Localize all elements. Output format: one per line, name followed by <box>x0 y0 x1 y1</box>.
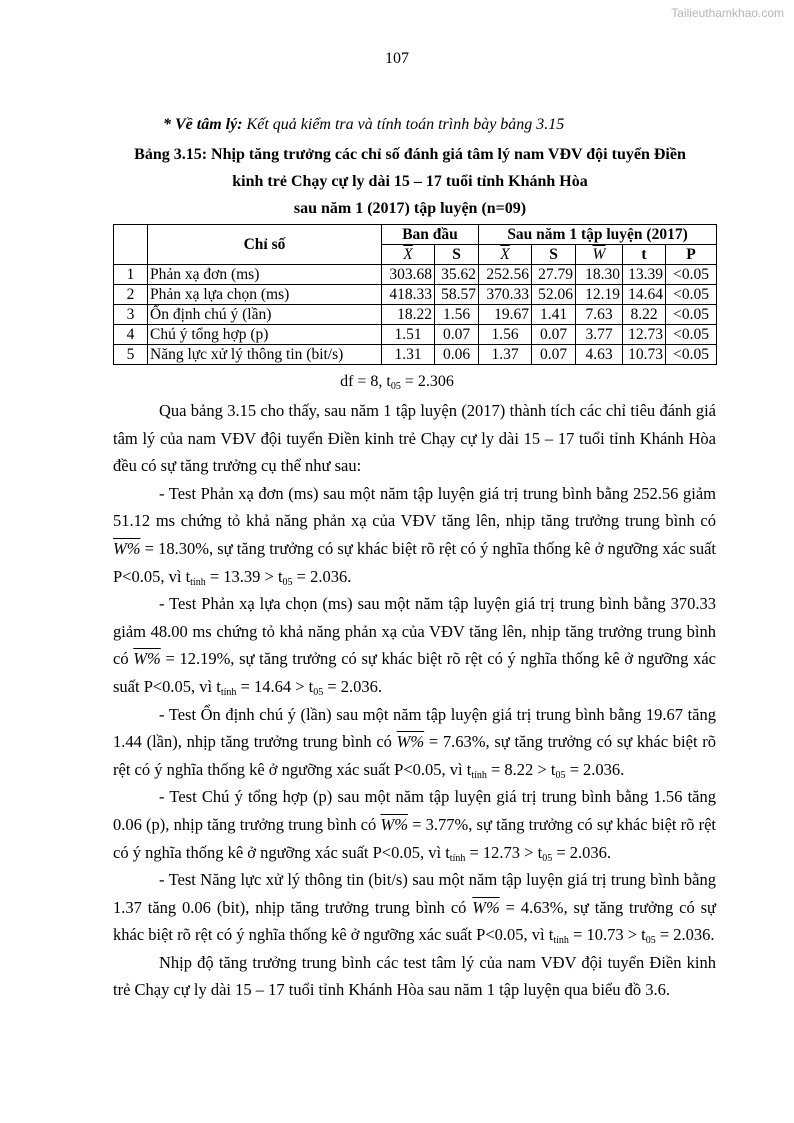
cell-x0: 418.33 <box>382 285 435 305</box>
results-table <box>113 224 717 365</box>
cell-w: 18.30 <box>576 265 623 285</box>
table-row <box>114 345 717 365</box>
cell-no: 5 <box>114 345 148 365</box>
cell-x1: 370.33 <box>479 285 532 305</box>
cell-no: 3 <box>114 305 148 325</box>
body-text <box>113 397 716 1004</box>
section-text: Kết quả kiểm tra và tính toán trình bày bảng 3.15 <box>242 116 565 133</box>
cell-p: <0.05 <box>666 345 717 365</box>
cell-x0: 303.68 <box>382 265 435 285</box>
list-item: - Test Chú ý tổng hợp (p) sau một năm tập luyện giá trị trung bình bằng 1.56 tăng 0.06 (p), nhịp tăng trưởng trung bình có $\overline{W}\% = 3.77\%$, sự tăng trưởng có sự khác biệt rõ rệt có ý nghĩa thống kê ở ngưỡng xác suất P<0.05, vì $t_{tính} = 12.73 > t_{05} = 2.036$. <box>113 787 716 864</box>
cell-s0: 1.56 <box>435 305 479 325</box>
cell-w: 4.63 <box>576 345 623 365</box>
table-row <box>114 325 717 345</box>
table-row <box>114 305 717 325</box>
cell-t: 12.73 <box>623 325 666 345</box>
intro-paragraph: Qua bảng 3.15 cho thấy, sau năm 1 tập luyện (2017) thành tích các chỉ tiêu đánh giá tâm lý của nam VĐV đội tuyển Điền kinh trẻ Chạy cự ly dài 15 – 17 tuổi tỉnh Khánh Hòa đều có sự tăng trưởng cụ thể như sau: <box>113 401 716 476</box>
cell-t: 8.22 <box>623 305 666 325</box>
header-t: t <box>623 245 666 265</box>
table-caption-line-3: sau năm 1 (2017) tập luyện (n=09) <box>293 200 527 217</box>
header-xbar-after: $\overline{X}$ <box>479 245 532 265</box>
cell-s1: 0.07 <box>532 345 576 365</box>
cell-s1: 27.79 <box>532 265 576 285</box>
header-p: P <box>666 245 717 265</box>
cell-t: 14.64 <box>623 285 666 305</box>
cell-x1: 1.37 <box>479 345 532 365</box>
cell-indicator: Chú ý tổng hợp (p) <box>148 325 382 345</box>
table-caption-line-2: kinh trẻ Chạy cự ly dài 15 – 17 tuổi tỉnh Khánh Hòa <box>232 173 588 190</box>
header-s-after: S <box>532 245 576 265</box>
cell-w: 3.77 <box>576 325 623 345</box>
table-caption-line-1: Bảng 3.15: Nhịp tăng trưởng các chỉ số đánh giá tâm lý nam VĐV đội tuyển Điền <box>134 146 686 163</box>
conclusion-paragraph: Nhịp độ tăng trưởng trung bình các test tâm lý của nam VĐV đội tuyển Điền kinh trẻ Chạy cự ly dài 15 – 17 tuổi tỉnh Khánh Hòa sau năm 1 tập luyện qua biểu đồ 3.6. <box>113 952 716 1000</box>
cell-s1: 1.41 <box>532 305 576 325</box>
cell-x1: 19.67 <box>479 305 532 325</box>
list-item: - Test Phản xạ lựa chọn (ms) sau một năm tập luyện giá trị trung bình bằng 370.33 giảm 48.00 ms chứng tỏ khả năng phản xạ của VĐV tăng lên, nhịp tăng trưởng trung bình có $\overline{W}\% = 12.19\%$, sự tăng trưởng có sự khác biệt rõ rệt có ý nghĩa thống kê ở ngưỡng xác suất P<0.05, vì $t_{tính} = 14.64 > t_{05} = 2.036$. <box>113 594 716 698</box>
cell-p: <0.05 <box>666 325 717 345</box>
cell-p: <0.05 <box>666 305 717 325</box>
list-item: - Test Phản xạ đơn (ms) sau một năm tập luyện giá trị trung bình bằng 252.56 giảm 51.12 ms chứng tỏ khả năng phản xạ của VĐV tăng lên, nhịp tăng trưởng trung bình có $\overline{W}\% = 18.30\%$, sự tăng trưởng có sự khác biệt rõ rệt có ý nghĩa thống kê ở ngưỡng xác suất P<0.05, vì $t_{tính} = 13.39 > t_{05} = 2.036$. <box>113 483 716 588</box>
header-xbar-baseline: $\overline{X}$ <box>382 245 435 265</box>
cell-indicator: Ổn định chú ý (lần) <box>148 305 382 325</box>
cell-no: 1 <box>114 265 148 285</box>
cell-indicator: Phản xạ lựa chọn (ms) <box>148 285 382 305</box>
cell-s0: 58.57 <box>435 285 479 305</box>
header-indicator: Chỉ số <box>148 225 382 265</box>
cell-no: 2 <box>114 285 148 305</box>
list-item: - Test Năng lực xử lý thông tin (bit/s) sau một năm tập luyện giá trị trung bình bằng 1.37 tăng 0.06 (bit), nhịp tăng trưởng trung bình có $\overline{W}\% = 4.63\%$, sự tăng trưởng có sự khác biệt rõ rệt có ý nghĩa thống kê ở ngưỡng xác suất P<0.05, vì $t_{tính} = 10.73 > t_{05} = 2.036$. <box>113 870 716 947</box>
header-w: $\overline{W}$ <box>576 245 623 265</box>
page-number: 107 <box>385 50 409 67</box>
watermark: Tailieuthamkhao.com <box>671 6 784 20</box>
header-s-baseline: S <box>435 245 479 265</box>
header-no <box>114 225 148 265</box>
cell-p: <0.05 <box>666 285 717 305</box>
cell-s1: 52.06 <box>532 285 576 305</box>
cell-x1: 252.56 <box>479 265 532 285</box>
header-after-year-1: Sau năm 1 tập luyện (2017) <box>479 225 717 245</box>
cell-x0: 1.51 <box>382 325 435 345</box>
section-heading <box>163 116 564 134</box>
cell-indicator: Năng lực xử lý thông tin (bit/s) <box>148 345 382 365</box>
table-row <box>114 265 717 285</box>
df-note: df = 8, $t_{05} = 2.306$ <box>340 373 454 392</box>
cell-s0: 0.06 <box>435 345 479 365</box>
cell-s1: 0.07 <box>532 325 576 345</box>
list-item: - Test Ổn định chú ý (lần) sau một năm tập luyện giá trị trung bình bằng 19.67 tăng 1.44 (lần), nhịp tăng trưởng trung bình có $\overline{W}\% = 7.63\%$, sự tăng trưởng có sự khác biệt rõ rệt có ý nghĩa thống kê ở ngưỡng xác suất P<0.05, vì $t_{tính} = 8.22 > t_{05} = 2.036$. <box>113 704 717 781</box>
cell-t: 10.73 <box>623 345 666 365</box>
cell-w: 7.63 <box>576 305 623 325</box>
table-row <box>114 285 717 305</box>
cell-w: 12.19 <box>576 285 623 305</box>
cell-p: <0.05 <box>666 265 717 285</box>
cell-x0: 18.22 <box>382 305 435 325</box>
section-prefix: * Về tâm lý: <box>163 116 243 133</box>
cell-s0: 35.62 <box>435 265 479 285</box>
cell-x0: 1.31 <box>382 345 435 365</box>
cell-s0: 0.07 <box>435 325 479 345</box>
header-baseline: Ban đầu <box>382 225 479 245</box>
cell-t: 13.39 <box>623 265 666 285</box>
cell-x1: 1.56 <box>479 325 532 345</box>
cell-no: 4 <box>114 325 148 345</box>
cell-indicator: Phản xạ đơn (ms) <box>148 265 382 285</box>
